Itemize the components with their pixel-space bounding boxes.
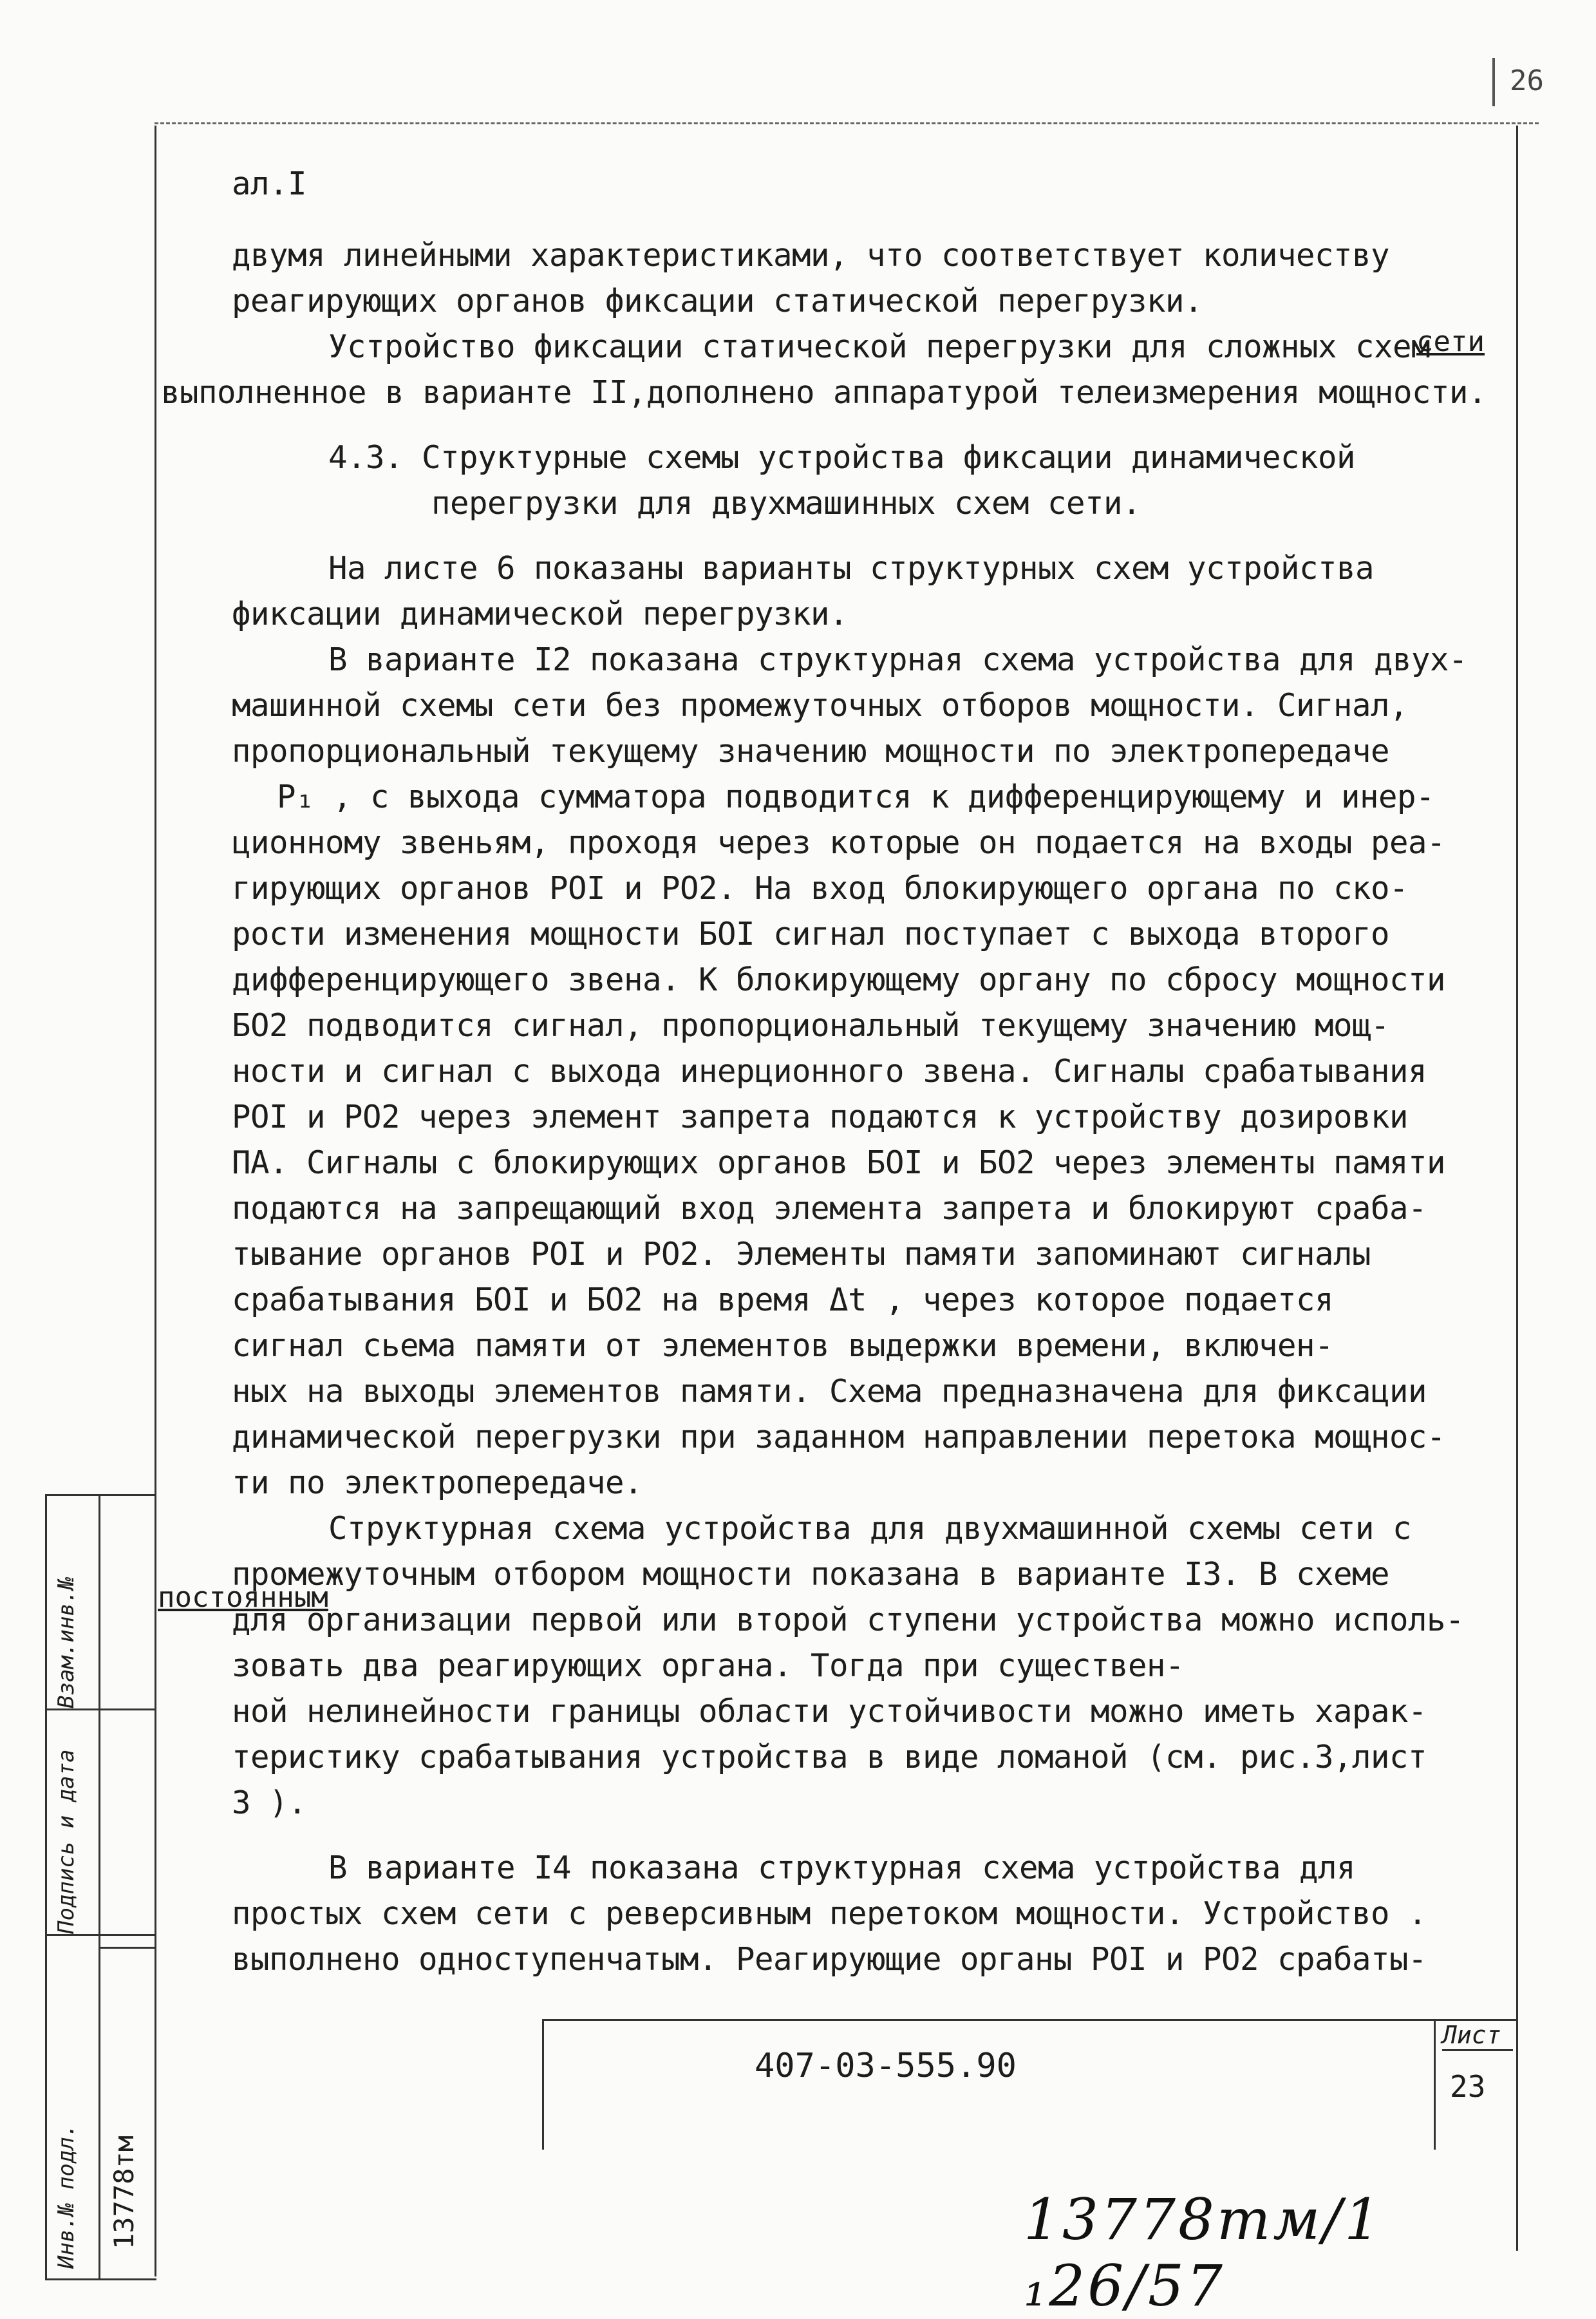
- text-line: ционному звеньям, проходя через которые он подается на входы реа-: [232, 824, 1446, 861]
- text-line: На листе 6 показаны варианты структурных схем устройства: [328, 550, 1375, 587]
- side-stamp-strip: [45, 1494, 156, 2280]
- text-line: рости изменения мощности БОI сигнал поступает с выхода второго: [232, 916, 1390, 952]
- text-line: простых схем сети с реверсивным перетоком мощности. Устройство .: [232, 1895, 1427, 1932]
- annotation-seti: сети: [1416, 325, 1485, 358]
- page-corner-number: 26: [1510, 64, 1544, 97]
- corner-bar: [1492, 58, 1495, 106]
- frame-right-border: [1516, 126, 1518, 2251]
- section-heading: 4.3. Структурные схемы устройства фиксации динамической: [328, 439, 1356, 476]
- text-line: ной нелинейности границы области устойчивости можно иметь харак-: [232, 1693, 1427, 1730]
- document-body: [161, 161, 1513, 1982]
- header-note: ал.I: [232, 166, 307, 202]
- text-line: пропорциональный текущему значению мощности по электропередаче: [232, 733, 1390, 770]
- text-line: гирующих органов PОI и PО2. На вход блокирующего органа по ско-: [232, 870, 1409, 907]
- text-line: выполненное в варианте II,дополнено аппаратурой телеизмерения мощности.: [161, 374, 1487, 411]
- document-code: 407-03-555.90: [755, 2047, 1017, 2085]
- text-line: В варианте I2 показана структурная схема устройства для двух-: [328, 641, 1468, 678]
- side-inventory-number: 13778тм: [108, 2135, 140, 2249]
- sheet-number: 23: [1450, 2069, 1486, 2104]
- side-label-replacement: Взам.инв.№: [53, 1576, 79, 1708]
- sheet-label: Лист: [1442, 2021, 1513, 2051]
- text-line: срабатывания БОI и БО2 на время Δt , через которое подается: [232, 1282, 1334, 1318]
- text-line: P₁ , с выхода сумматора подводится к дифференцирующему и инер-: [277, 779, 1435, 815]
- text-line: подаются на запрещающий вход элемента запрета и блокируют сраба-: [232, 1190, 1427, 1227]
- section-heading-cont: перегрузки для двухмашинных схем сети.: [431, 485, 1141, 522]
- text-line: для организации первой или второй ступени устройства можно исполь-: [232, 1602, 1465, 1638]
- side-label-signature: Подпись и дата: [53, 1749, 79, 1934]
- side-label-inv: Инв.№ подл.: [53, 2123, 79, 2269]
- frame-top-border: [155, 122, 1539, 126]
- text-line: динамической перегрузки при заданном направлении перетока мощнос-: [232, 1419, 1446, 1455]
- text-line: В варианте I4 показана структурная схема устройства для: [328, 1850, 1356, 1886]
- text-line: сигнал сьема памяти от элементов выдержки времени, включен-: [232, 1327, 1334, 1364]
- text-line: PОI и PО2 через элемент запрета подаются к устройству дозировки: [232, 1099, 1409, 1135]
- text-line: фиксации динамической перегрузки.: [232, 596, 849, 632]
- text-line: ных на выходы элементов памяти. Схема предназначена для фиксации: [232, 1373, 1427, 1410]
- text-line: двумя линейными характеристиками, что соответствует количеству: [232, 237, 1390, 274]
- handwritten-inventory-note: 13778тм/1 ₁26/57: [1024, 2186, 1383, 2319]
- text-line: выполнено одноступенчатым. Реагирующие органы PОI и PО2 срабаты-: [232, 1941, 1427, 1978]
- text-line: зовать два реагирующих органа. Тогда при существен-: [232, 1647, 1185, 1684]
- text-line: дифференцирующего звена. К блокирующему органу по сбросу мощности: [232, 961, 1446, 998]
- text-line: 3 ).: [232, 1784, 307, 1821]
- text-line: тывание органов PОI и PО2. Элементы памяти запоминают сигналы: [232, 1236, 1371, 1273]
- text-line: Устройство фиксации статической перегрузки для сложных схем: [328, 328, 1431, 365]
- text-line: машинной схемы сети без промежуточных отборов мощности. Сигнал,: [232, 687, 1409, 724]
- text-line: промежуточным отбором мощности показана в варианте I3. В схеме: [232, 1556, 1390, 1593]
- annotation-postoyannym: постоянным: [158, 1581, 328, 1614]
- text-line: теристику срабатывания устройства в виде ломаной (см. рис.3,лист: [232, 1739, 1427, 1775]
- text-line: реагирующих органов фиксации статической перегрузки.: [232, 283, 1203, 319]
- text-line: ности и сигнал с выхода инерционного звена. Сигналы срабатывания: [232, 1053, 1427, 1090]
- text-line: ПА. Сигналы с блокирующих органов БОI и БО2 через элементы памяти: [232, 1144, 1446, 1181]
- title-stamp: [542, 2019, 1516, 2150]
- text-line: Структурная схема устройства для двухмашинной схемы сети с: [328, 1510, 1412, 1547]
- text-line: ти по электропередаче.: [232, 1464, 643, 1501]
- text-line: БО2 подводится сигнал, пропорциональный текущему значению мощ-: [232, 1007, 1390, 1044]
